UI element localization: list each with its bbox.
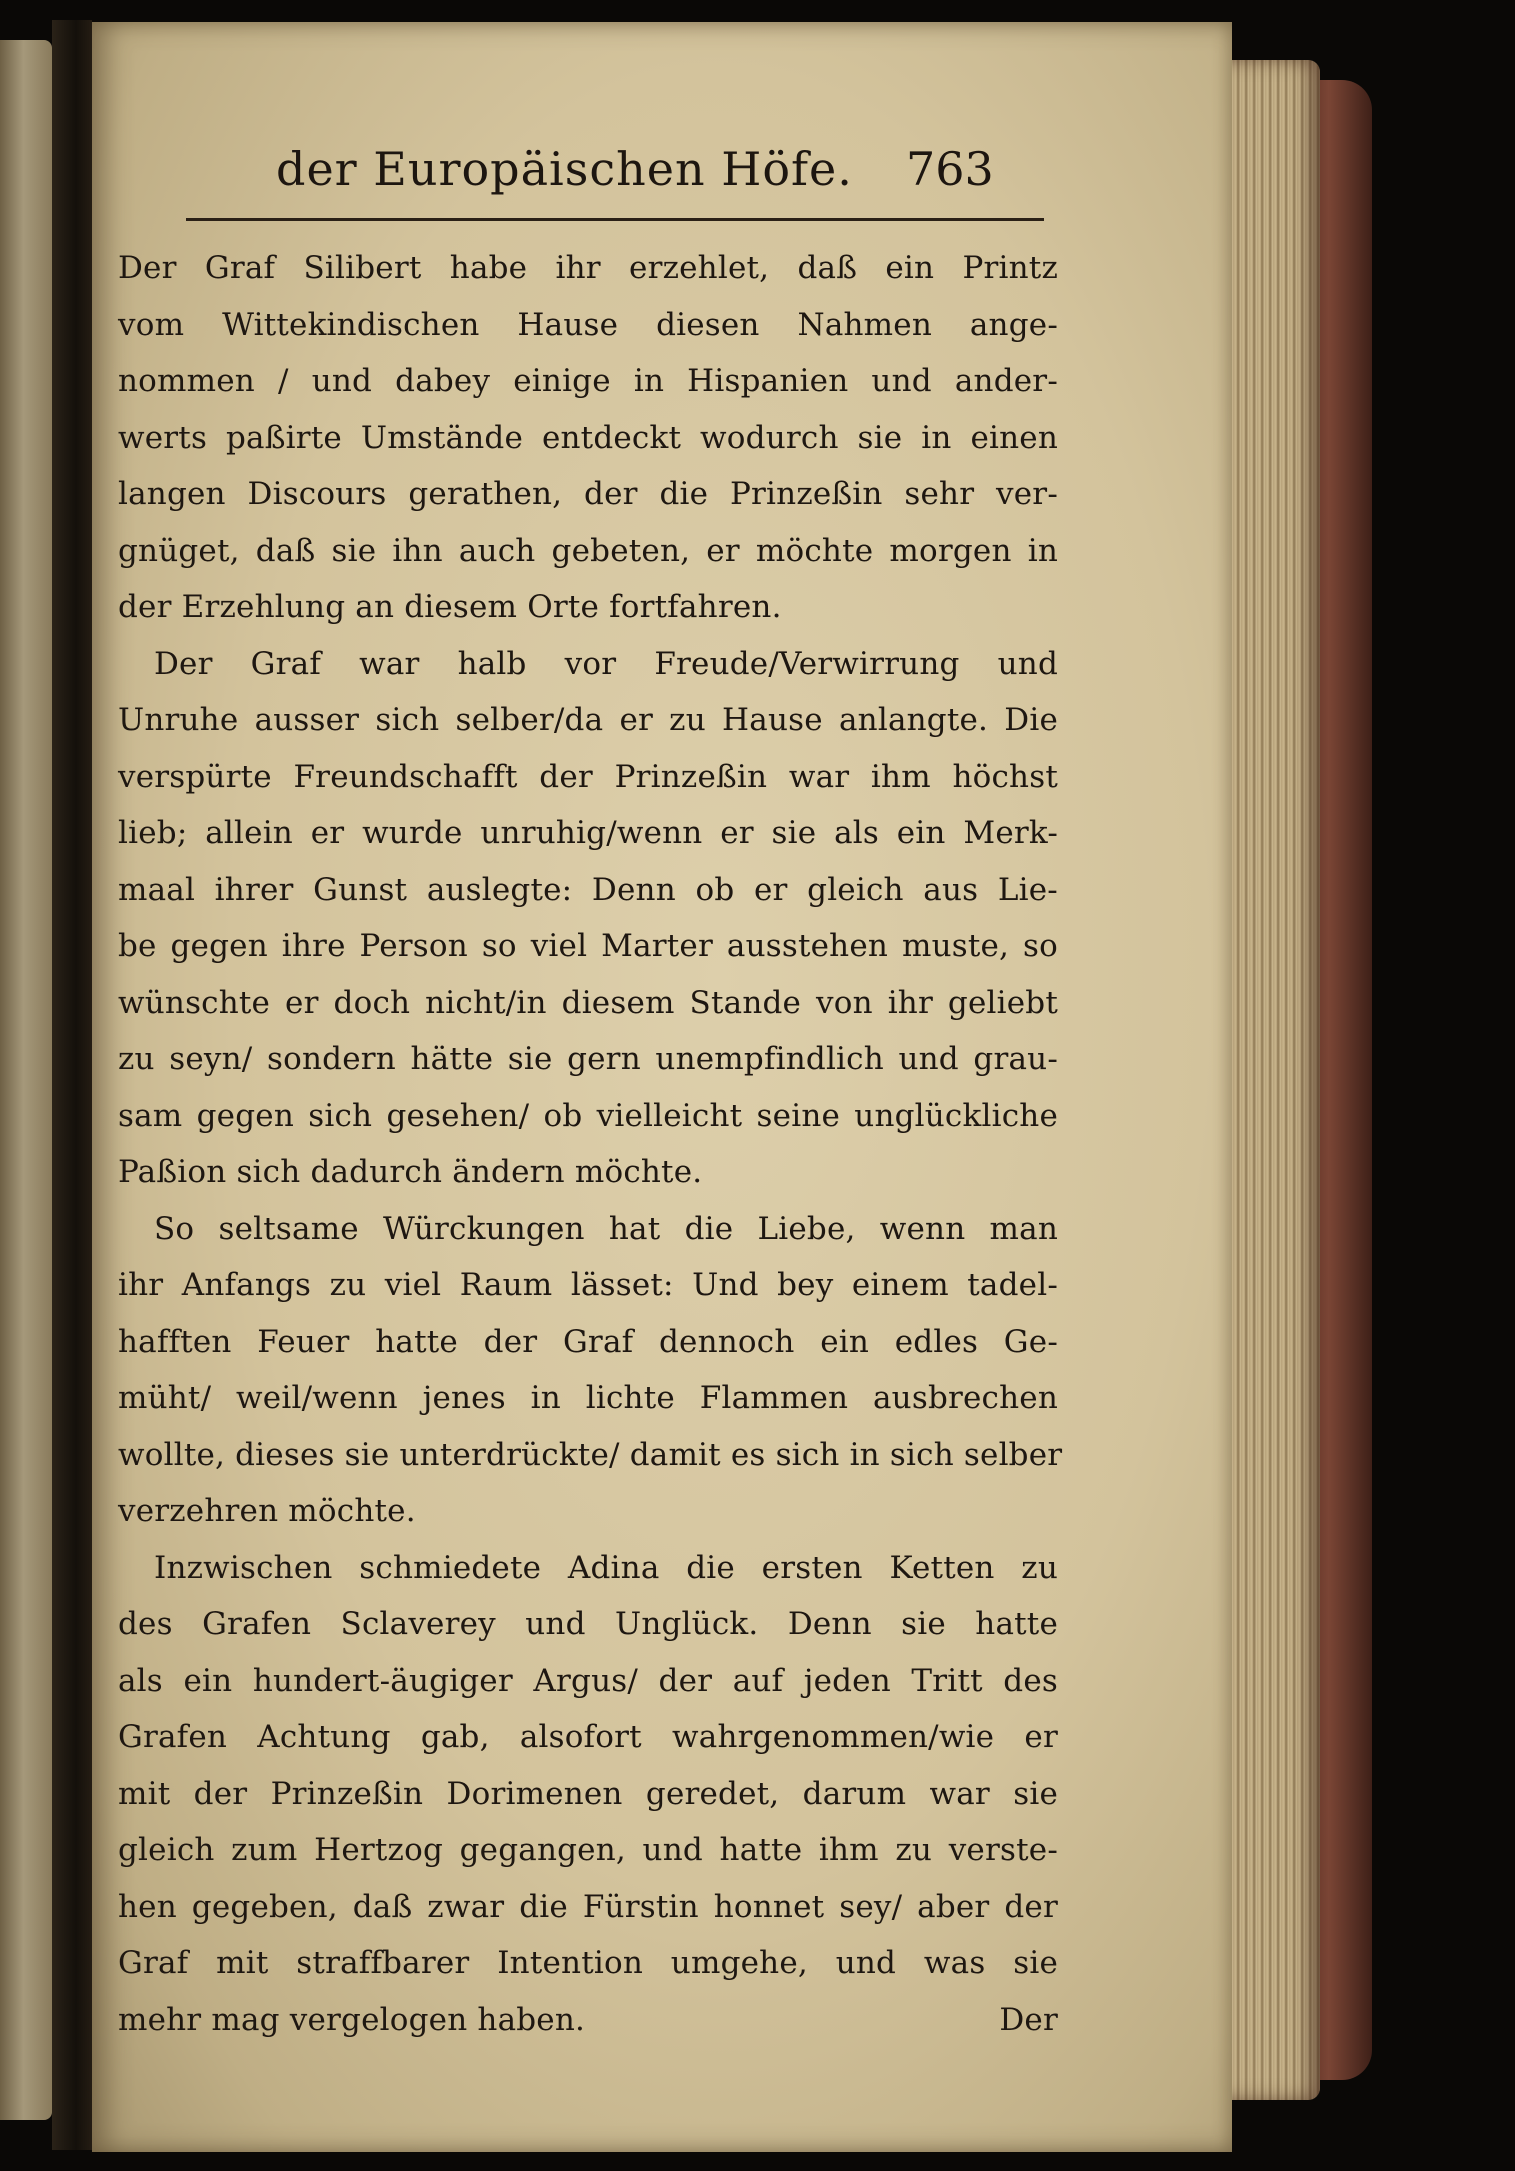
text-line: müht/ weil/wenn jenes in lichte Flammen ausbrechen: [118, 1380, 1058, 1416]
text-line: Grafen Achtung gab, alsofort wahrgenommen/wie er: [118, 1719, 1058, 1755]
text-line: verspürte Freundschafft der Prinzeßin war ihm höchst: [118, 758, 1058, 795]
text-line: gnüget, daß sie ihn auch gebeten, er möchte morgen in: [118, 532, 1058, 569]
previous-page-edge: [0, 40, 52, 2120]
text-line: der Erzehlung an diesem Orte fortfahren.: [118, 589, 782, 625]
text-line: langen Discours gerathen, der die Prinzeßin sehr ver-: [118, 476, 1058, 512]
text-line: be gegen ihre Person so viel Marter ausstehen muste, so: [118, 928, 1058, 964]
text-line: verzehren möchte.: [118, 1493, 416, 1529]
text-line: Unruhe ausser sich selber/da er zu Hause anlangte. Die: [118, 702, 1058, 738]
page-header: [186, 142, 1046, 212]
text-line: vom Wittekindischen Hause diesen Nahmen ange-: [118, 306, 1058, 343]
text-line: werts paßirte Umstände entdeckt wodurch sie in einen: [118, 419, 1058, 456]
text-line: lieb; allein er wurde unruhig/wenn er sie als ein Merk-: [118, 815, 1058, 851]
text-line: nommen / und dabey einige in Hispanien und ander-: [118, 363, 1058, 399]
final-line-with-catchword: [118, 1992, 1058, 2049]
text-line: mit der Prinzeßin Dorimenen geredet, darum war sie: [118, 1775, 1058, 1812]
text-line: gleich zum Hertzog gegangen, und hatte ihm zu verste-: [118, 1832, 1058, 1868]
book-gutter: [52, 20, 92, 2150]
text-line: hen gegeben, daß zwar die Fürstin honnet sey/ aber der: [118, 1888, 1058, 1925]
page-number: 763: [906, 142, 994, 196]
header-rule: [186, 218, 1044, 221]
text-line: wollte, dieses sie unterdrückte/ damit es sich in sich selber: [118, 1436, 1063, 1473]
final-text-line: mehr mag vergelogen haben.: [118, 2001, 586, 2038]
text-line: Der Graf war halb vor Freude/Verwirrung und: [154, 645, 1058, 682]
text-line: Inzwischen schmiedete Adina die ersten Ketten zu: [154, 1549, 1058, 1586]
text-line: Der Graf Silibert habe ihr erzehlet, daß ein Printz: [118, 250, 1058, 286]
text-line: So seltsame Würckungen hat die Liebe, wenn man: [154, 1210, 1058, 1247]
text-line: Paßion sich dadurch ändern möchte.: [118, 1154, 703, 1190]
text-line: zu seyn/ sondern hätte sie gern unempfindlich und grau-: [118, 1041, 1058, 1077]
text-line: ihr Anfangs zu viel Raum lässet: Und bey einem tadel-: [118, 1267, 1058, 1303]
text-line: als ein hundert-äugiger Argus/ der auf jeden Tritt des: [118, 1662, 1058, 1699]
text-line: Graf mit straffbarer Intention umgehe, und was sie: [118, 1945, 1058, 1981]
page-edges: [1225, 60, 1320, 2100]
text-line: maal ihrer Gunst auslegte: Denn ob er gleich aus Lie-: [118, 871, 1058, 908]
text-line: des Grafen Sclaverey und Unglück. Denn sie hatte: [118, 1606, 1058, 1642]
text-line: wünschte er doch nicht/in diesem Stande von ihr geliebt: [118, 984, 1058, 1021]
text-line: hafften Feuer hatte der Graf dennoch ein edles Ge-: [118, 1323, 1058, 1360]
body-text: [118, 240, 1063, 2048]
text-line: sam gegen sich gesehen/ ob vielleicht seine unglückliche: [118, 1097, 1058, 1134]
catchword: Der: [999, 2001, 1058, 2038]
running-head: der Europäischen Höfe.: [276, 142, 853, 196]
